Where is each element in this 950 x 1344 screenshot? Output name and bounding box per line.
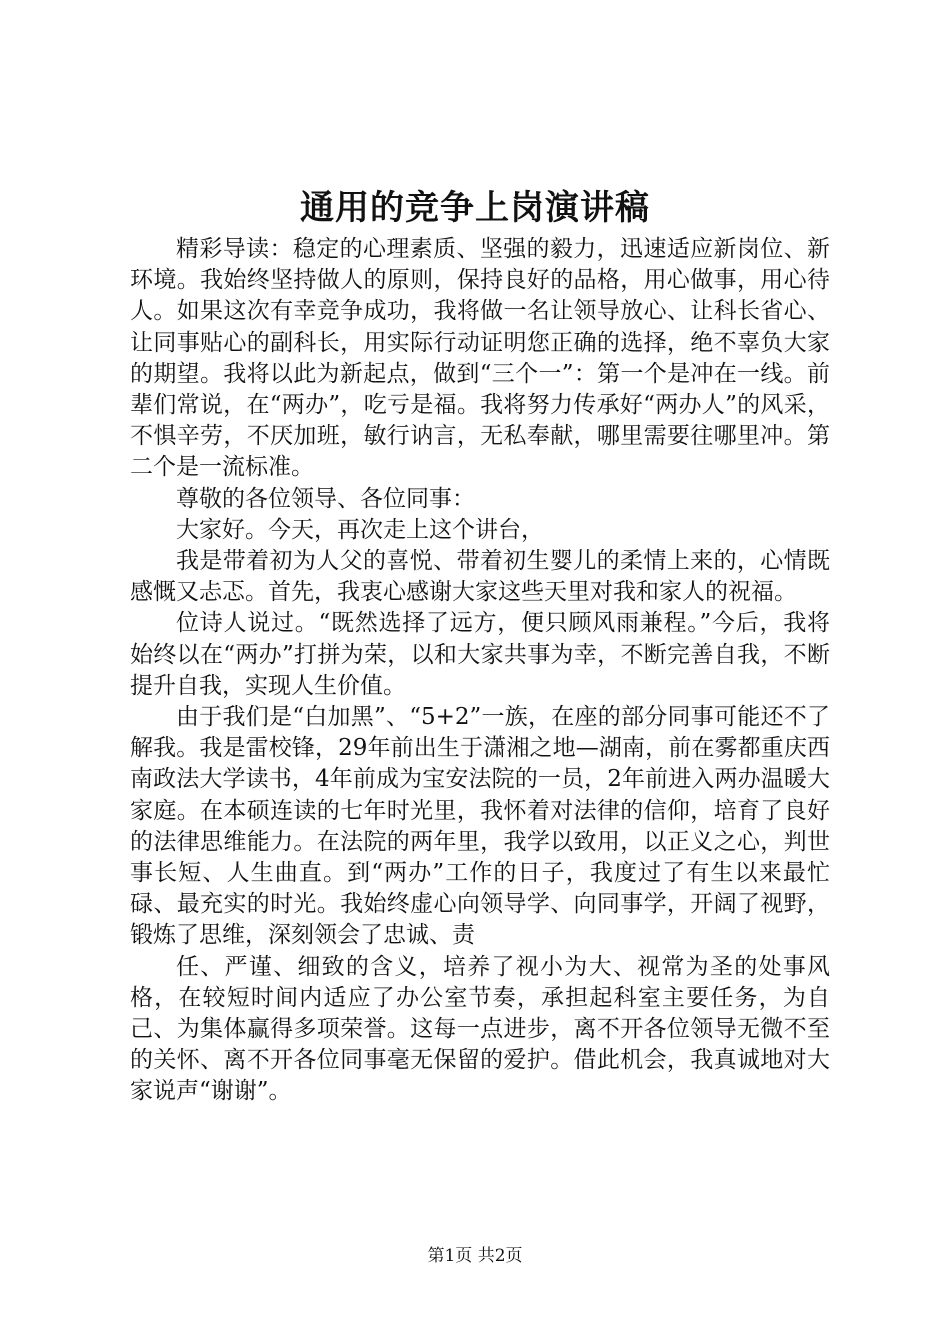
paragraph-feelings: 我是带着初为人父的喜悦、带着初生婴儿的柔情上来的，心情既感慨又忐忑。首先，我衷心感谢大家这些天里对我和家人的祝福。 bbox=[130, 548, 830, 606]
paragraph-greeting: 大家好。今天，再次走上这个讲台， bbox=[176, 516, 544, 543]
paragraph-poet-quote: 位诗人说过。“既然选择了远方，便只顾风雨兼程。”今后，我将始终以在“两办”打拼为荣，以和大家共事为幸，不断完善自我，不断提升自我，实现人生价值。 bbox=[130, 610, 830, 699]
paragraph-gratitude: 任、严谨、细致的含义，培养了视小为大、视常为圣的处事风格，在较短时间内适应了办公室节奏，承担起科室主要任务，为自己、为集体赢得多项荣誉。这每一点进步，离不开各位领导无微不至的关怀、离不开各位同事毫无保留的爱护。借此机会，我真诚地对大家说声“谢谢”。 bbox=[130, 953, 830, 1105]
paragraph-self-introduction: 由于我们是“白加黑”、“5+2”一族，在座的部分同事可能还不了解我。我是雷校锋，29年前出生于潇湘之地—湖南，前在雾都重庆西南政法大学读书，4年前成为宝安法院的一员，2年前进入两办温暖大家庭。在本硕连读的七年时光里，我怀着对法律的信仰，培育了良好的法律思维能力。在法院的两年里，我学以致用，以正义之心，判世事长短、人生曲直。到“两办”工作的日子，我度过了有生以来最忙碌、最充实的时光。我始终虚心向领导学、向同事学，开阔了视野，锻炼了思维，深刻领会了忠诚、责 bbox=[130, 704, 830, 949]
page-footer: 第1页 共2页 bbox=[427, 1246, 523, 1266]
paragraph-salutation: 尊敬的各位领导、各位同事： bbox=[176, 485, 475, 512]
document-title: 通用的竞争上岗演讲稿 bbox=[300, 188, 650, 228]
document-body bbox=[130, 234, 830, 1108]
paragraph-intro: 精彩导读：稳定的心理素质、坚强的毅力，迅速适应新岗位、新环境。我始终坚持做人的原则，保持良好的品格，用心做事，用心待人。如果这次有幸竞争成功，我将做一名让领导放心、让科长省心、让同事贴心的副科长，用实际行动证明您正确的选择，绝不辜负大家的期望。我将以此为新起点，做到“三个一”：第一个是冲在一线。前辈们常说，在“两办”，吃亏是福。我将努力传承好“两办人”的风采，不惧辛劳，不厌加班，敏行讷言，无私奉献，哪里需要往哪里冲。第二个是一流标准。 bbox=[130, 236, 830, 481]
